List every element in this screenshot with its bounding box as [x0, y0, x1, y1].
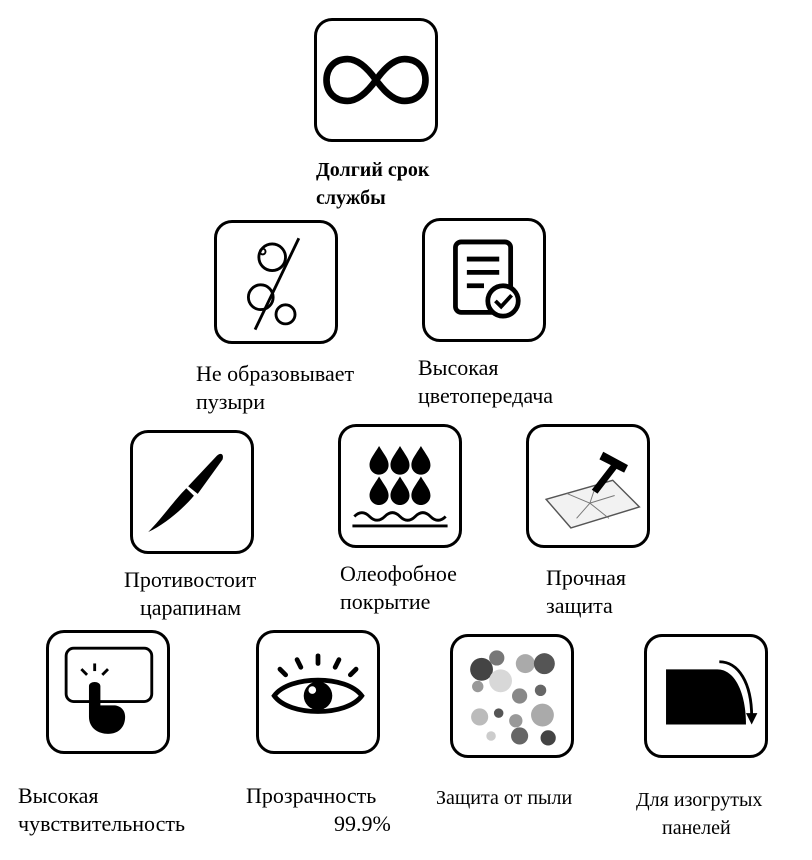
curved-card [644, 634, 768, 758]
infinity-icon [317, 21, 435, 139]
dust-label: Защита от пыли [436, 787, 573, 809]
oleo-card [338, 424, 462, 548]
durability-card [314, 18, 438, 142]
durability-label: Долгий срок службы [316, 159, 430, 209]
touch-icon [49, 633, 167, 751]
dust-particles-icon [453, 637, 571, 755]
no-bubbles-card [214, 220, 338, 344]
no-bubbles-label: Не образовывает пузыри [196, 361, 355, 414]
curved-label: Для изогрутых панелей [636, 789, 763, 839]
drops-icon [341, 427, 459, 545]
document-check-icon [425, 221, 543, 339]
hammer-glass-icon [529, 427, 647, 545]
strong-label: Прочная защита [546, 565, 627, 618]
scratch-label: Противостоит царапинам [124, 567, 257, 620]
sensitivity-label: Высокая чувствительность [18, 783, 185, 836]
knife-icon [133, 433, 251, 551]
transparency-card [256, 630, 380, 754]
oleo-label: Олеофобное покрытие [340, 561, 457, 614]
bubbles-crossed-icon [217, 223, 335, 341]
color-label: Высокая цветопередача [418, 355, 554, 408]
sensitivity-card [46, 630, 170, 754]
curved-panel-icon [647, 637, 765, 755]
eye-icon [259, 633, 377, 751]
transparency-label: Прозрачность 99.9% [246, 783, 391, 836]
dust-card [450, 634, 574, 758]
scratch-card [130, 430, 254, 554]
strong-card [526, 424, 650, 548]
color-card [422, 218, 546, 342]
